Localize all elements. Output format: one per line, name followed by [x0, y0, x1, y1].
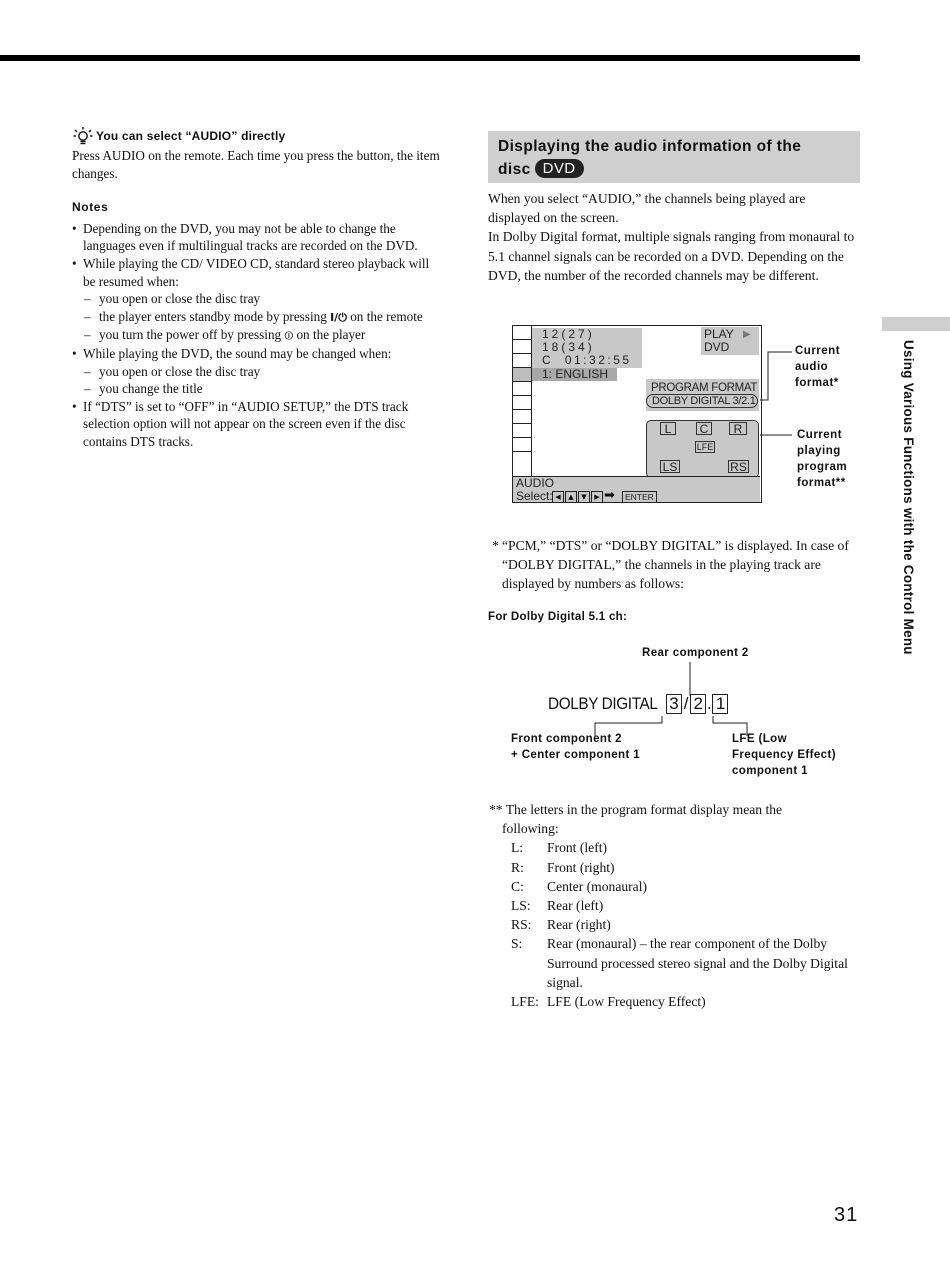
top-rule — [0, 55, 860, 61]
program-format-legend — [489, 800, 861, 1011]
dolby-heading: For Dolby Digital 5.1 ch: — [488, 611, 628, 623]
up-arrow-icon: ▲ — [565, 491, 577, 503]
legend-intro — [489, 800, 861, 819]
channel-c: C — [696, 422, 712, 435]
osd-arrow-keys — [552, 491, 603, 503]
osd-program-format-label: PROGRAM FORMAT — [651, 382, 758, 394]
legend-table — [511, 838, 861, 1011]
subitem-text: you turn the power off by pressing — [99, 327, 282, 343]
note-item: • If “DTS” is set to “OFF” in “AUDIO SETUP,” the DTS track selection option will not appear on the screen even if the disc contains DTS tracks. — [72, 398, 409, 449]
label-line: Frequency Effect) — [732, 749, 836, 761]
rear-component-label: Rear component 2 — [642, 647, 749, 659]
osd-enter-label: ENTER — [622, 491, 657, 503]
note-subitem: – the player enters standby mode by pressing I/⏻ on the remote — [84, 308, 423, 324]
osd-language: 1: ENGLISH — [532, 368, 617, 381]
tip-heading — [72, 126, 444, 146]
callout-line: format* — [795, 377, 839, 389]
osd-select-label: Select: — [516, 489, 553, 503]
callout-line: playing — [797, 445, 841, 457]
legend-row — [511, 934, 861, 992]
legend-value: Front (right) — [547, 859, 615, 875]
osd-play: PLAY — [704, 327, 734, 341]
dolby-display — [548, 694, 728, 714]
subitem-text: you change the title — [99, 381, 203, 397]
legend-value: Front (left) — [547, 840, 608, 856]
subitem-text: you open or close the disc tray — [99, 363, 261, 379]
enter-arrow-icon: ➡ — [604, 488, 615, 503]
front-count-box: 3 — [666, 694, 682, 714]
legend-row — [511, 915, 861, 934]
osd-title-number: 12(27) — [542, 327, 595, 341]
osd-screen — [512, 325, 762, 503]
right-arrow-icon: ▶ — [591, 491, 603, 503]
callout-line: format** — [797, 477, 846, 489]
callout-audio-format — [795, 343, 840, 391]
intro-text — [488, 189, 860, 285]
power-icon: ⏼ — [284, 329, 294, 343]
subitem-text: you open or close the disc tray — [99, 291, 261, 307]
osd-program-format-value: DOLBY DIGITAL 3/2.1 — [646, 394, 758, 408]
legend-row — [511, 877, 861, 896]
note-text: While playing the CD/ VIDEO CD, standard stereo playback will be resumed when: — [83, 255, 430, 289]
legend-row — [511, 992, 861, 1011]
note-text: While playing the DVD, the sound may be changed when: — [83, 345, 392, 361]
callout-line: program — [797, 461, 848, 473]
note-sublist — [83, 363, 444, 398]
osd-time: C 01:32:55 — [542, 353, 632, 367]
tip-body: Press AUDIO on the remote. Each time you press the button, the item changes. — [72, 148, 440, 181]
legend-value: Rear (left) — [547, 898, 604, 914]
channel-l: L — [660, 422, 676, 435]
label-line: + Center component 1 — [511, 749, 641, 761]
osd-chapter-number: 18(34) — [542, 340, 595, 354]
left-arrow-icon: ◀ — [552, 491, 564, 503]
play-arrow-icon: ▶ — [743, 329, 751, 340]
note-item: • While playing the CD/ VIDEO CD, standard stereo playback will be resumed when: – you open or close the disc tray – the player enters standby mode by pressing I/⏻ on the remote – you turn the power off by pressing ⏼ on the player — [72, 255, 444, 345]
legend-value: LFE (Low Frequency Effect) — [547, 994, 706, 1010]
callout-lines — [740, 340, 800, 450]
legend-key: LS: — [511, 898, 531, 914]
legend-key: R: — [511, 859, 524, 875]
footnote-audio-format — [492, 536, 862, 594]
dolby-text: DOLBY DIGITAL — [548, 694, 658, 713]
tip-title: You can select “AUDIO” directly — [96, 129, 286, 144]
note-subitem: – you open or close the disc tray — [84, 363, 261, 379]
side-label-text: Using Various Functions with the Control Menu — [901, 340, 916, 655]
legend-row — [511, 858, 861, 877]
intro-paragraph: When you select “AUDIO,” the channels being played are displayed on the screen. — [488, 191, 806, 226]
section-title-b: disc — [498, 161, 531, 178]
legend-key: L: — [511, 840, 524, 856]
standby-icon: I/⏻ — [330, 310, 347, 324]
section-heading — [488, 131, 860, 183]
note-item: • While playing the DVD, the sound may be changed when: – you open or close the disc tray – you change the title — [72, 345, 444, 398]
footnote-mark: ** — [489, 802, 503, 817]
label-line: LFE (Low — [732, 733, 787, 745]
notes-title: Notes — [72, 200, 109, 215]
legend-key: C: — [511, 878, 524, 894]
osd-icon-column — [513, 326, 532, 476]
label-line: component 1 — [732, 765, 808, 777]
footnote-text: “PCM,” “DTS” or “DOLBY DIGITAL” is displayed. In case of “DOLBY DIGITAL,” the channels in the playing track are displayed by numbers as follows: — [502, 538, 849, 592]
note-subitem: – you change the title — [84, 381, 203, 397]
lfe-component-label — [732, 731, 836, 779]
legend-key: S: — [511, 936, 523, 952]
callout-line: Current — [795, 345, 841, 357]
note-sublist — [83, 290, 444, 345]
page-number: 31 — [834, 1204, 859, 1226]
legend-key: RS: — [511, 917, 532, 933]
legend-intro-text: following: — [502, 821, 559, 837]
legend-key: LFE: — [511, 994, 539, 1010]
left-column — [72, 126, 444, 451]
subitem-text: on the player — [296, 327, 366, 343]
note-text: If “DTS” is set to “OFF” in “AUDIO SETUP,” the DTS track selection option will not appear on the screen even if the disc contains DTS tracks. — [83, 398, 409, 449]
lfe-count-box: 1 — [712, 694, 728, 714]
callout-line: Current — [797, 429, 843, 441]
separator: / — [683, 694, 689, 713]
channel-lfe: LFE — [696, 442, 714, 452]
legend-value: Rear (monaural) – the rear component of the Dolby Surround processed stereo signal and the Dolby Digital signal. — [547, 936, 848, 990]
osd-disc: DVD — [704, 340, 730, 354]
legend-row — [511, 896, 861, 915]
note-text: Depending on the DVD, you may not be able to change the languages even if multilingual tracks are recorded on the DVD. — [83, 220, 418, 254]
lightbulb-icon — [72, 126, 94, 146]
channel-r: R — [729, 422, 747, 435]
legend-value: Rear (right) — [547, 917, 611, 933]
note-item: • Depending on the DVD, you may not be able to change the languages even if multilingual tracks are recorded on the DVD. — [72, 220, 418, 254]
note-subitem: – you open or close the disc tray — [84, 291, 261, 307]
note-subitem: – you turn the power off by pressing ⏼ on the player — [84, 327, 366, 343]
subitem-text: the player enters standby mode by pressing — [99, 308, 327, 324]
legend-value: Center (monaural) — [547, 878, 648, 894]
legend-intro-text: The letters in the program format display mean the — [505, 802, 783, 817]
dvd-badge: DVD — [535, 159, 584, 178]
callout-line: audio — [795, 361, 829, 373]
subitem-text: on the remote — [350, 308, 423, 324]
footnote-mark: * — [492, 538, 499, 553]
channel-ls: LS — [660, 460, 680, 473]
down-arrow-icon: ▼ — [578, 491, 590, 503]
section-tab-marker — [882, 317, 950, 331]
channel-rs: RS — [728, 460, 749, 473]
section-title-a: Displaying the audio information of the — [498, 138, 802, 155]
front-component-label — [511, 731, 640, 763]
side-section-label — [896, 340, 916, 700]
osd-audio-label: AUDIO — [516, 476, 555, 490]
notes-list — [72, 220, 444, 451]
label-line: Front component 2 — [511, 733, 622, 745]
dot-separator: . — [707, 694, 712, 713]
callout-program-format — [797, 427, 847, 491]
intro-paragraph: In Dolby Digital format, multiple signals ranging from monaural to 5.1 channel signals can be recorded on a DVD. Depending on the DVD, the number of the recorded channels may be different. — [488, 229, 855, 283]
legend-row — [511, 838, 861, 857]
rear-count-box: 2 — [690, 694, 706, 714]
